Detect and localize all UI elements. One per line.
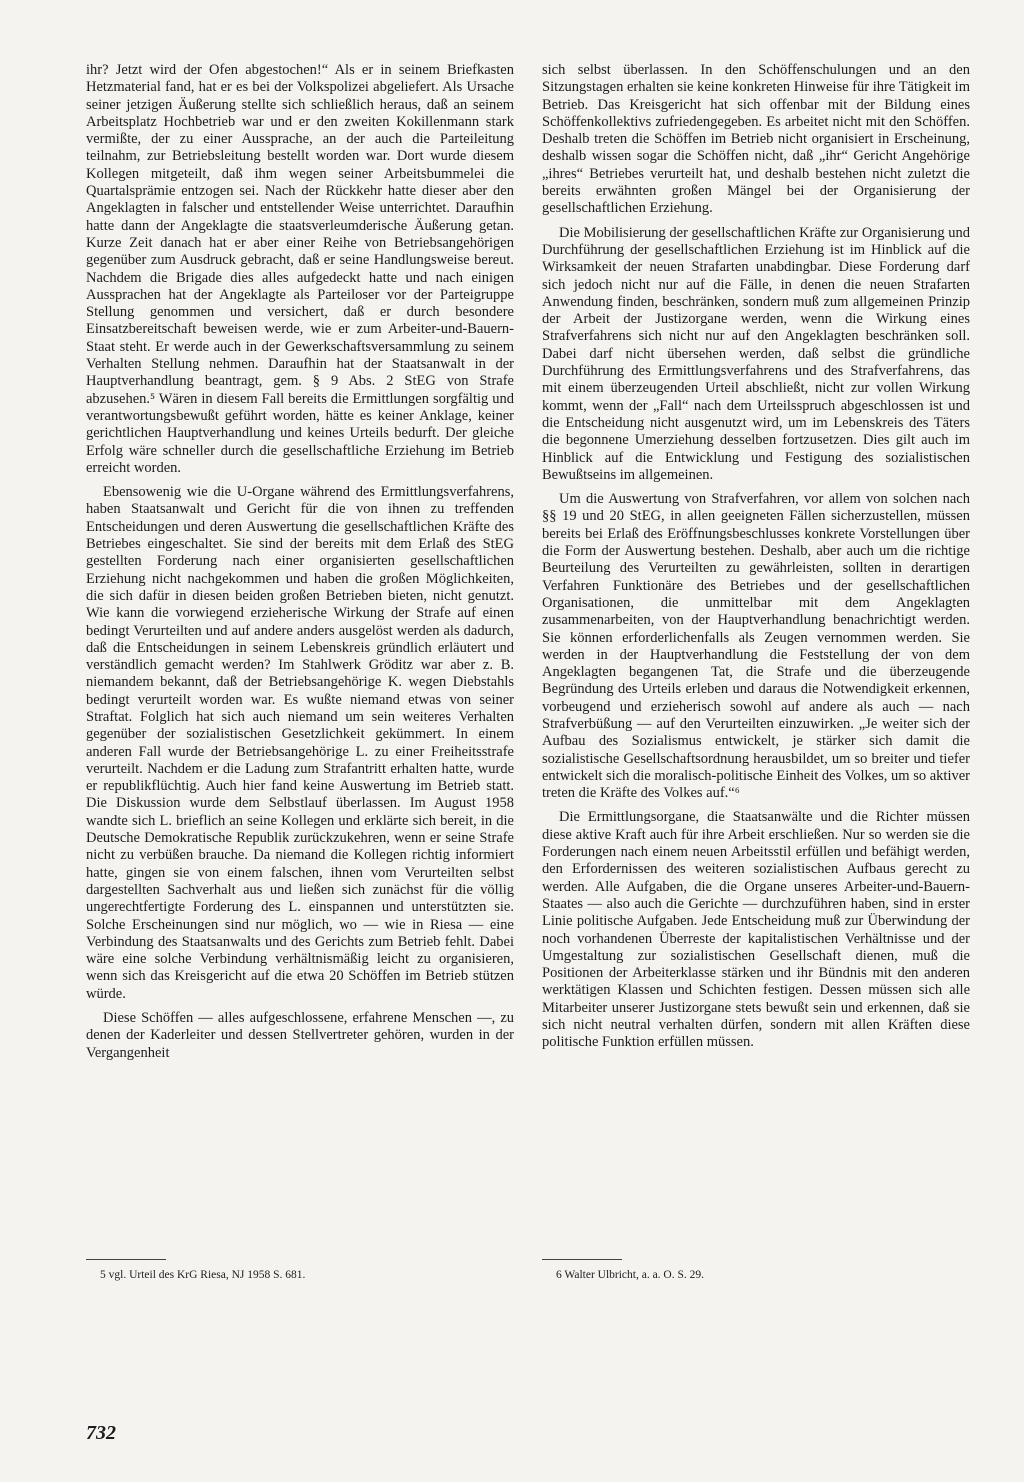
paragraph: sich selbst überlassen. In den Schöffenschulungen und an den Sitzungstagen erhalten sie keine konkreten Hinweise für ihre Tätigkeit im Betrieb. Das Kreisgericht hat sich offenbar mit der Bildung eines Schöffenkollektivs zufriedengegeben. Es arbeitet nicht mit den Schöffen. Deshalb treten die Schöffen im Betrieb nicht organisiert in Erscheinung, deshalb wissen sogar die Schöffen nicht, daß „ihr“ Gericht Angehörige „ihres“ Betriebes verurteilt hat, und deshalb bestehen nicht zuletzt die bereits erwähnten großen Mängel bei der Organisierung der gesellschaftlichen Erziehung. bbox=[542, 62, 970, 217]
left-column bbox=[86, 62, 514, 1062]
paragraph: Um die Auswertung von Strafverfahren, vor allem von solchen nach §§ 19 und 20 StEG, in allen geeigneten Fällen sicherzustellen, müssen bereits bei Erlaß des Eröffnungsbeschlusses konkrete Vorstellungen über die Form der Auswertung bestehen. Deshalb, aber auch um die richtige Beurteilung des Verurteilten zu gewährleisten, sollten in derartigen Verfahren Funktionäre des Betriebes und der gesellschaftlichen Organisationen, die unmittelbar mit dem Angeklagten zusammenarbeiten, von der Hauptverhandlung benachrichtigt werden. Sie können erforderlichenfalls als Zeugen vernommen werden. Sie werden in der Hauptverhandlung die Feststellung der von dem Angeklagten begangenen Tat, die Strafe und die überzeugende Begründung des Urteils erleben und daraus die Notwendigkeit erkennen, vorbeugend und erzieherisch sowohl auf andere als auch — nach Strafverbüßung — auf den Verurteilten einzuwirken. „Je weiter sich der Aufbau des Sozialismus entwickelt, je stärker sich damit die sozialistische Gesellschaftsordnung herausbildet, um so breiter und tiefer entwickelt sich die moralisch-politische Einheit des Volkes, um so aktiver treten die Kräfte des Volkes auf.“⁶ bbox=[542, 491, 970, 802]
paragraph: Die Ermittlungsorgane, die Staatsanwälte und die Richter müssen diese aktive Kraft auch für ihre Arbeit erschließen. Nur so werden sie die Forderungen nach einem neuen Arbeitsstil erfüllen und befähigt werden, den Erfordernissen des weiteren sozialistischen Aufbaus gerecht zu werden. Alle Aufgaben, die die Organe unseres Arbeiter-und-Bauern-Staates — also auch die Gerichte — durchzuführen haben, sind in erster Linie politische Aufgaben. Jede Entscheidung muß zur Überwindung der noch vorhandenen Überreste der kapitalistischen Verhältnisse und der Umgestaltung zur sozialistischen Gesellschaft dienen, muß die Positionen der Arbeiterklasse stärken und ihr Bündnis mit den anderen werktätigen Klassen und Schichten festigen. Dessen müssen sich alle Mitarbeiter unserer Justizorgane stets bewußt sein und erkennen, daß sie sich nicht neutral verhalten dürfen, sondern mit allen Kräften diese politische Funktion erfüllen müssen. bbox=[542, 809, 970, 1051]
footnote-rule bbox=[542, 1259, 622, 1260]
footnote-rule bbox=[86, 1259, 166, 1260]
paragraph: ihr? Jetzt wird der Ofen abgestochen!“ Als er in seinem Briefkasten Hetzmaterial fand, hat er es bei der Volkspolizei abgeliefert. Als Ursache seiner jetzigen Äußerung stellte sich schließlich heraus, daß an seinem Arbeitsplatz Hochbetrieb war und er den zweiten Kokillenmann stark vermißte, der zu einer Aussprache, an der auch die Parteileitung teilnahm, zur Betriebsleitung bestellt worden war. Dort wurde diesem Kollegen mitgeteilt, daß ihm wegen seiner Arbeitsbummelei die Quartalsprämie entzogen sei. Nach der Rückkehr hatte dieser aber den Angeklagten in falscher und entstellender Weise unterrichtet. Daraufhin hatte dann der Angeklagte die staatsverleumderische Äußerung getan. Kurze Zeit danach hat er aber einer Reihe von Betriebsangehörigen gegenüber zum Ausdruck gebracht, daß er seine Handlungsweise bereut. Nachdem die Brigade dies alles aufgedeckt hatte und nach einigen Aussprachen hat der Angeklagte als Parteiloser vor der Parteigruppe Stellung genommen und versichert, daß er durch besondere Einsatzbereitschaft beweisen werde, wie er zum Arbeiter-und-Bauern-Staat steht. Er werde auch in der Gewerkschaftsversammlung zu seinem Verhalten Stellung nehmen. Daraufhin hat der Staatsanwalt in der Hauptverhandlung beantragt, gem. § 9 Abs. 2 StEG von Strafe abzusehen.⁵ Wären in diesem Fall bereits die Ermittlungen sorgfältig und verantwortungsbewußt geführt worden, hätte es keiner Anklage, keiner gerichtlichen Hauptverhandlung und keines Urteils bedurft. Der gleiche Erfolg wäre schneller durch die gesellschaftliche Erziehung im Betrieb erreicht worden. bbox=[86, 62, 514, 476]
footnote-5: 5 vgl. Urteil des KrG Riesa, NJ 1958 S. 681. bbox=[100, 1269, 306, 1281]
paragraph: Diese Schöffen — alles aufgeschlossene, erfahrene Menschen —, zu denen der Kaderleiter und dessen Stellvertreter gehören, wurden in der Vergangenheit bbox=[86, 1010, 514, 1061]
footnote-6: 6 Walter Ulbricht, a. a. O. S. 29. bbox=[556, 1269, 705, 1281]
page-number: 732 bbox=[86, 1422, 116, 1444]
right-column bbox=[542, 62, 970, 1052]
paragraph: Ebensowenig wie die U-Organe während des Ermittlungsverfahrens, haben Staatsanwalt und Gericht für die von ihnen zu treffenden Entscheidungen und deren Auswertung die gesellschaftlichen Kräfte des Betriebes eingeschaltet. Sie sind der bereits mit dem Erlaß des StEG gestellten Forderung nach einer organisierten gesellschaftlichen Erziehung nicht nachgekommen und haben die großen Möglichkeiten, die sich dafür in diesen beiden großen Betrieben bieten, nicht genutzt. Wie kann die vorwiegend erzieherische Wirkung der Strafe auf einen bedingt Verurteilten und auf andere anders ausgelöst werden als dadurch, daß die Entscheidungen in seinem Lebenskreis gründlich erläutert und verständlich gemacht werden? Im Stahlwerk Gröditz war aber z. B. niemandem bekannt, daß der Betriebsangehörige K. wegen Diebstahls bedingt verurteilt worden war. Es wußte niemand etwas von seiner Straftat. Folglich hat sich auch niemand um sein weiteres Verhalten gegenüber der sozialistischen Gesetzlichkeit gekümmert. In einem anderen Fall wurde der Betriebsangehörige L. zu einer Freiheitsstrafe verurteilt. Nachdem er die Ladung zum Strafantritt erhalten hatte, wurde er republikflüchtig. Auch hier fand keine Auswertung im Betrieb statt. Die Diskussion wurde dem Selbstlauf überlassen. Im August 1958 wandte sich L. brieflich an seine Kollegen und erklärte sich bereit, in die Deutsche Demokratische Republik zurückzukehren, wenn er seine Strafe nicht zu verbüßen brauche. Da niemand die Kollegen richtig informiert hatte, gingen sie von einem falschen, ihnen vom Verurteilten selbst dargestellten Sachverhalt aus und ließen sich zunächst für die völlig ungerechtfertigte Forderung des L. einspannen und unterstützten sie. Solche Erscheinungen sind nur möglich, wo — wie in Riesa — eine Verbindung des Staatsanwalts und des Gerichts zum Betrieb fehlt. Dabei wäre eine solche Verbindung verhältnismäßig leicht zu organisieren, wenn sich das Kreisgericht auf die etwa 20 Schöffen im Betrieb stützen würde. bbox=[86, 484, 514, 1002]
paragraph: Die Mobilisierung der gesellschaftlichen Kräfte zur Organisierung und Durchführung der gesellschaftlichen Erziehung ist im Hinblick auf die Wirksamkeit der neuen Strafarten unabdingbar. Diese Forderung darf sich jedoch nicht nur auf die Fälle, in denen die neuen Strafarten Anwendung finden, beschränken, sondern muß zum allgemeinen Prinzip der Arbeit der Justizorgane werden, wenn die Wirkung eines Strafverfahrens sich nicht nur auf den Angeklagten beschränken soll. Dabei darf nicht übersehen werden, daß selbst die gründliche Durchführung des Ermittlungsverfahrens und des Strafverfahrens, das mit einem überzeugenden Urteil abschließt, nicht zur vollen Wirkung kommt, wenn der „Fall“ nach dem Urteilsspruch abgeschlossen ist und die Entscheidung nicht ausgenutzt wird, um im Lebenskreis des Täters die begonnene Umerziehung desselben fortzusetzen. Dies gilt auch im Hinblick auf die Entwicklung und Festigung des sozialistischen Bewußtseins im allgemeinen. bbox=[542, 224, 970, 483]
